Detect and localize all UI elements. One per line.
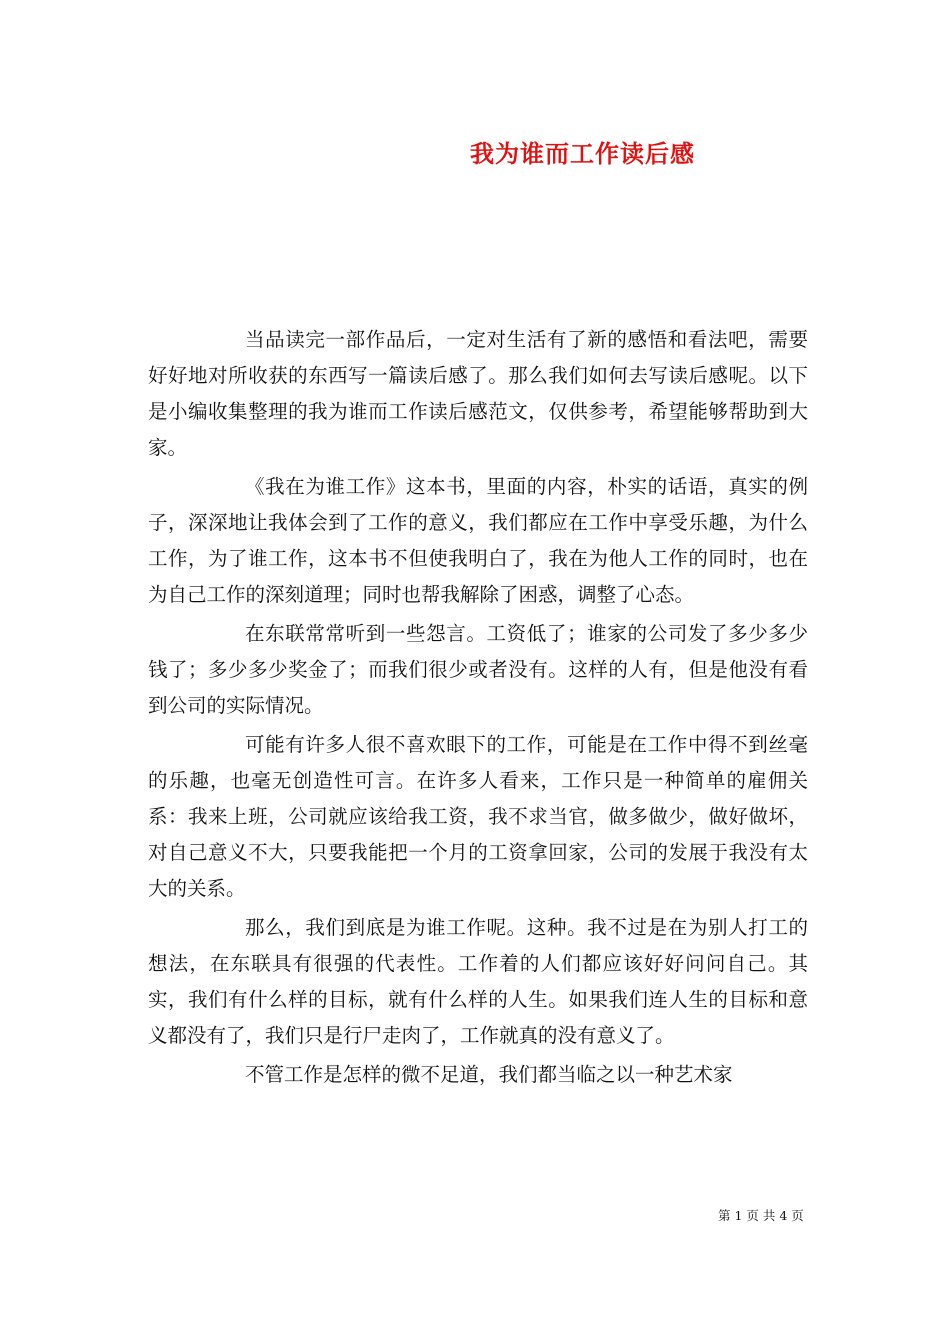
paragraph-intro: 当品读完一部作品后，一定对生活有了新的感悟和看法吧，需要好好地对所收获的东西写一篇读后感了。那么我们如何去写读后感呢。以下是小编收集整理的我为谁而工作读后感范文，仅供参考，希望能够帮助到大家。 bbox=[148, 328, 808, 459]
page-footer: 第 1 页 共 4 页 bbox=[718, 1208, 804, 1223]
document-body bbox=[148, 322, 808, 1096]
paragraph-purpose: 那么，我们到底是为谁工作呢。这种。我不过是在为别人打工的想法，在东联具有很强的代表性。工作着的人们都应该好好问问自己。其实，我们有什么样的目标，就有什么样的人生。如果我们连人生的目标和意义都没有了，我们只是行尸走肉了，工作就真的没有意义了。 bbox=[148, 916, 808, 1047]
paragraph-book: 《我在为谁工作》这本书，里面的内容，朴实的话语，真实的例子，深深地让我体会到了工作的意义，我们都应在工作中享受乐趣，为什么工作，为了谁工作，这本书不但使我明白了，我在为他人工作的同时，也在为自己工作的深刻道理；同时也帮我解除了困惑，调整了心态。 bbox=[148, 475, 808, 606]
paragraph-complaints: 在东联常常听到一些怨言。工资低了；谁家的公司发了多少多少钱了；多少多少奖金了；而我们很少或者没有。这样的人有，但是他没有看到公司的实际情况。 bbox=[148, 622, 808, 717]
paragraph-work-view: 可能有许多人很不喜欢眼下的工作，可能是在工作中得不到丝毫的乐趣，也毫无创造性可言。在许多人看来，工作只是一种简单的雇佣关系：我来上班，公司就应该给我工资，我不求当官，做多做少，做好做坏，对自己意义不大，只要我能把一个月的工资拿回家，公司的发展于我没有太大的关系。 bbox=[148, 733, 808, 900]
document-title: 我为谁而工作读后感 bbox=[470, 139, 695, 168]
paragraph-continued: 不管工作是怎样的微不足道，我们都当临之以一种艺术家 bbox=[245, 1063, 733, 1086]
